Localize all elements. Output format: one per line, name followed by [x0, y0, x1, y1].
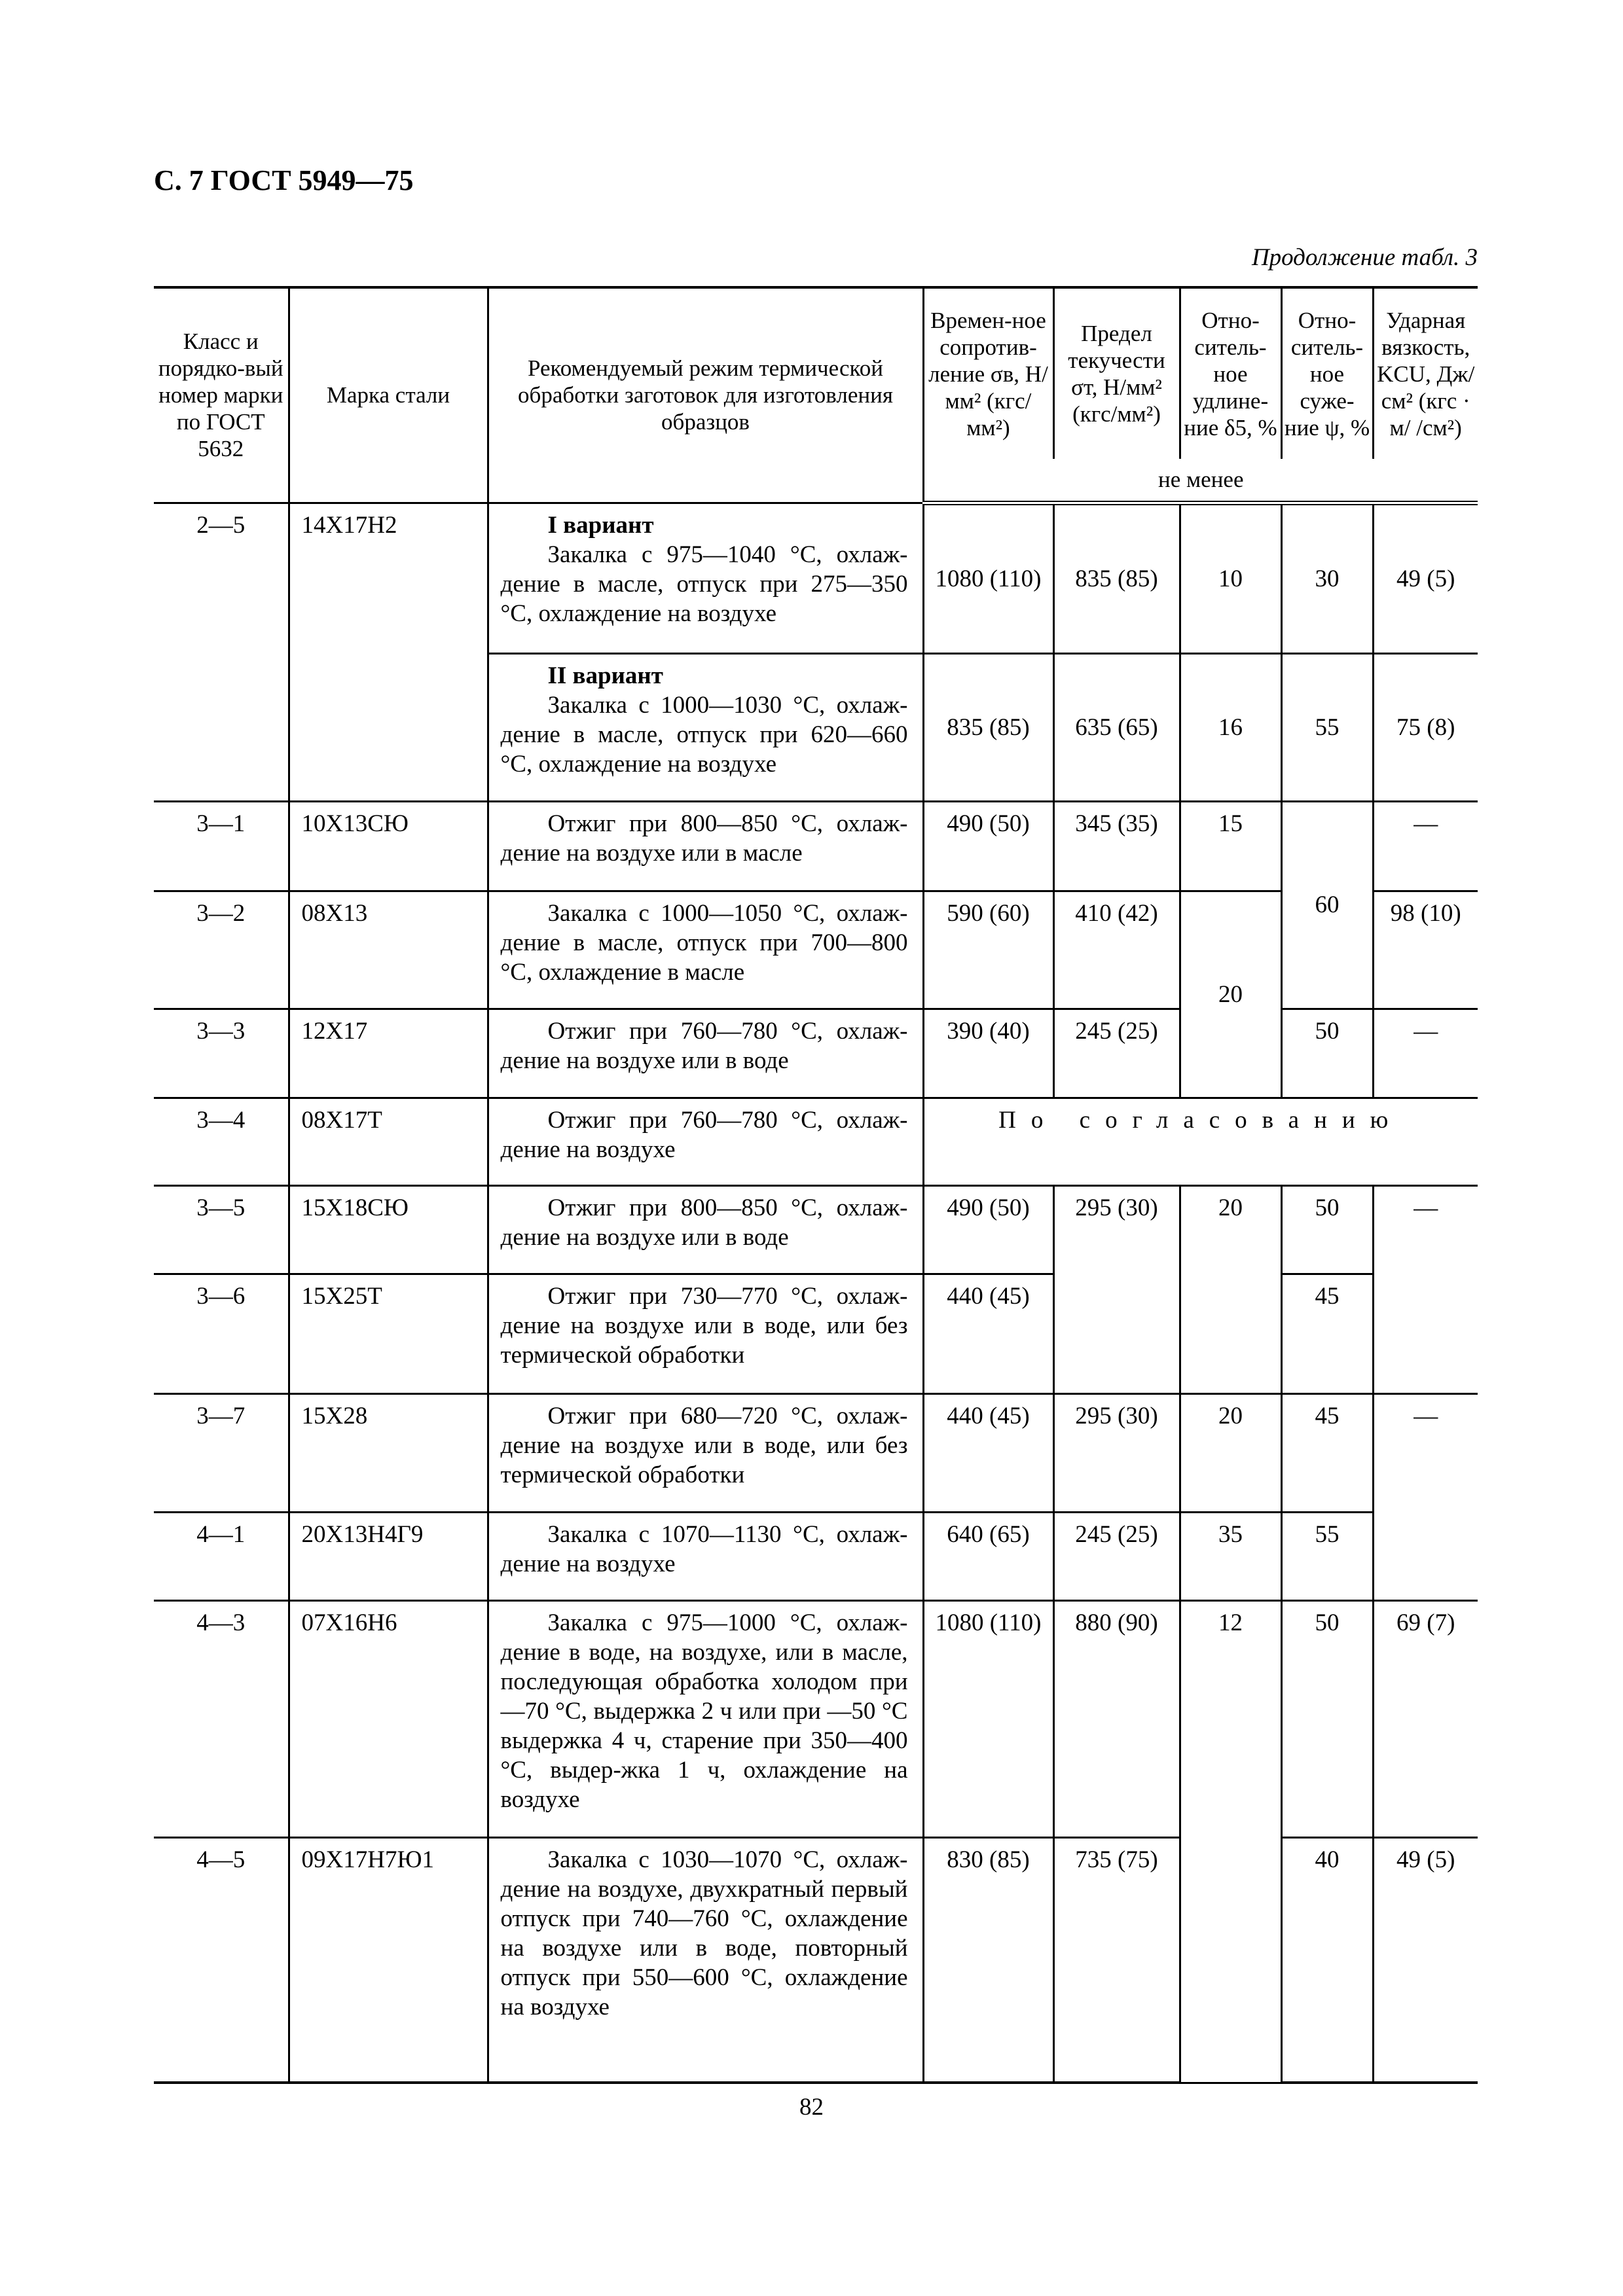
row-3-5-3-6-yield: 295 (30) — [1053, 1185, 1180, 1393]
variant-2-title: II вариант — [547, 662, 663, 689]
row-3-1-3-2-narrow: 60 — [1281, 801, 1373, 1009]
row-4-1-treatment — [488, 1512, 923, 1600]
row-3-4-by-agreement: По согласованию — [923, 1098, 1478, 1185]
header-class: Класс и порядко-вый номер марки по ГОСТ 5632 — [154, 287, 289, 503]
row-2-5-v1-yield: 835 (85) — [1053, 503, 1180, 653]
row-3-2-grade: 08Х13 — [289, 891, 488, 1009]
page-header: С. 7 ГОСТ 5949—75 — [154, 164, 414, 196]
row-4-3-treatment — [488, 1600, 923, 1837]
row-3-5-3-6-elong: 20 — [1180, 1185, 1281, 1393]
table-continuation-label: Продолжение табл. 3 — [1251, 244, 1478, 271]
row-3-3-strength: 390 (40) — [923, 1009, 1053, 1098]
row-4-5-class: 4—5 — [154, 1837, 289, 2083]
row-2-5-v2-elong: 16 — [1180, 653, 1281, 801]
row-2-5-v2-treatment — [488, 653, 923, 801]
header-elongation: Отно-ситель-ное удлине-ние δ5, % — [1180, 287, 1281, 459]
row-3-7-elong: 20 — [1180, 1393, 1281, 1512]
row-3-4-grade: 08Х17Т — [289, 1098, 488, 1185]
header-yield-strength: Предел текучести σт, Н/мм² (кгс/мм²) — [1053, 287, 1180, 459]
row-3-1-class: 3—1 — [154, 801, 289, 891]
row-3-2-treatment-text: Закалка с 1000—1050 °С, охлаж-дение в масле, отпуск при 700—800 °С, охлаждение в масле — [500, 899, 908, 986]
row-3-3-narrow: 50 — [1281, 1009, 1373, 1098]
row-3-3-treatment — [488, 1009, 923, 1098]
row-4-3-yield: 880 (90) — [1053, 1600, 1180, 1837]
row-3-1-yield: 345 (35) — [1053, 801, 1180, 891]
row-2-5-v1-strength: 1080 (110) — [923, 503, 1053, 653]
row-3-7-4-1-impact: — — [1373, 1393, 1478, 1600]
header-impact: Ударная вязкость, KCU, Дж/см² (кгс · м/ /см²) — [1373, 287, 1478, 459]
row-3-7-grade: 15Х28 — [289, 1393, 488, 1512]
row-4-1-yield: 245 (25) — [1053, 1512, 1180, 1600]
row-2-5-v1-impact: 49 (5) — [1373, 503, 1478, 653]
row-3-6-class: 3—6 — [154, 1274, 289, 1393]
row-3-4-treatment-text: Отжиг при 760—780 °С, охлаж-дение на воздухе — [500, 1106, 908, 1163]
row-4-3-narrow: 50 — [1281, 1600, 1373, 1837]
row-4-3-strength: 1080 (110) — [923, 1600, 1053, 1837]
header-treatment: Рекомендуемый режим термической обработки заготовок для изготовления образцов — [488, 287, 923, 503]
row-2-5-grade: 14Х17Н2 — [289, 503, 488, 801]
row-3-3-yield: 245 (25) — [1053, 1009, 1180, 1098]
row-3-6-strength: 440 (45) — [923, 1274, 1053, 1393]
row-3-6-grade: 15Х25Т — [289, 1274, 488, 1393]
row-3-3-grade: 12Х17 — [289, 1009, 488, 1098]
row-2-5-v1-narrow: 30 — [1281, 503, 1373, 653]
header-tensile-strength: Времен-ное сопротив-ление σв, Н/мм² (кгс/мм²) — [923, 287, 1053, 459]
row-4-1-elong: 35 — [1180, 1512, 1281, 1600]
row-3-2-yield: 410 (42) — [1053, 891, 1180, 1009]
row-3-2-3-3-elong: 20 — [1180, 891, 1281, 1098]
row-4-5-impact: 49 (5) — [1373, 1837, 1478, 2083]
row-3-6-treatment-text: Отжиг при 730—770 °С, охлаж-дение на воздухе или в воде, или без термической обработки — [500, 1282, 908, 1369]
row-3-6-narrow: 45 — [1281, 1274, 1373, 1393]
row-2-5-v1-treatment — [488, 503, 923, 653]
row-3-3-treatment-text: Отжиг при 760—780 °С, охлаж-дение на воздухе или в воде — [500, 1017, 908, 1074]
row-2-5-v1-elong: 10 — [1180, 503, 1281, 653]
row-3-5-narrow: 50 — [1281, 1185, 1373, 1274]
row-3-2-impact: 98 (10) — [1373, 891, 1478, 1009]
row-3-7-treatment-text: Отжиг при 680—720 °С, охлаж-дение на воздухе или в воде, или без термической обработки — [500, 1402, 908, 1488]
row-3-5-treatment-text: Отжиг при 800—850 °С, охлаж-дение на воздухе или в воде — [500, 1194, 908, 1251]
row-4-5-yield: 735 (75) — [1053, 1837, 1180, 2083]
row-4-5-treatment — [488, 1837, 923, 2083]
row-3-7-yield: 295 (30) — [1053, 1393, 1180, 1512]
row-3-6-treatment — [488, 1274, 923, 1393]
row-3-5-class: 3—5 — [154, 1185, 289, 1274]
row-4-5-strength: 830 (85) — [923, 1837, 1053, 2083]
page-number: 82 — [799, 2094, 824, 2121]
row-3-7-treatment — [488, 1393, 923, 1512]
row-2-5-v2-impact: 75 (8) — [1373, 653, 1478, 801]
row-3-1-elong: 15 — [1180, 801, 1281, 891]
row-4-5-grade: 09Х17Н7Ю1 — [289, 1837, 488, 2083]
row-3-5-3-6-impact: — — [1373, 1185, 1478, 1393]
row-3-1-treatment — [488, 801, 923, 891]
row-3-2-treatment — [488, 891, 923, 1009]
row-3-7-narrow: 45 — [1281, 1393, 1373, 1512]
variant-2-text: Закалка с 1000—1030 °С, охлаж-дение в масле, отпуск при 620—660 °С, охлаждение на воздухе — [500, 691, 908, 778]
row-4-1-strength: 640 (65) — [923, 1512, 1053, 1600]
variant-1-title: I вариант — [547, 511, 654, 539]
row-3-2-class: 3—2 — [154, 891, 289, 1009]
row-4-1-narrow: 55 — [1281, 1512, 1373, 1600]
row-2-5-v2-yield: 635 (65) — [1053, 653, 1180, 801]
row-4-1-treatment-text: Закалка с 1070—1130 °С, охлаж-дение на воздухе — [500, 1520, 908, 1577]
row-4-5-narrow: 40 — [1281, 1837, 1373, 2083]
row-3-5-strength: 490 (50) — [923, 1185, 1053, 1274]
row-4-1-class: 4—1 — [154, 1512, 289, 1600]
row-3-1-impact: — — [1373, 801, 1478, 891]
row-3-1-treatment-text: Отжиг при 800—850 °С, охлаж-дение на воздухе или в масле — [500, 810, 908, 867]
row-3-1-strength: 490 (50) — [923, 801, 1053, 891]
row-3-5-grade: 15Х18СЮ — [289, 1185, 488, 1274]
variant-1-text: Закалка с 975—1040 °С, охлаж-дение в масле, отпуск при 275—350 °С, охлаждение на воздухе — [500, 541, 908, 627]
row-4-1-grade: 20Х13Н4Г9 — [289, 1512, 488, 1600]
row-4-3-impact: 69 (7) — [1373, 1600, 1478, 1837]
row-3-7-class: 3—7 — [154, 1393, 289, 1512]
row-3-4-class: 3—4 — [154, 1098, 289, 1185]
row-3-4-treatment — [488, 1098, 923, 1185]
row-4-3-grade: 07Х16Н6 — [289, 1600, 488, 1837]
steel-properties-table — [154, 286, 1478, 2084]
row-3-2-strength: 590 (60) — [923, 891, 1053, 1009]
row-4-3-treatment-text: Закалка с 975—1000 °С, охлаж-дение в воде, на воздухе, или в масле, последующая обработка холодом при —70 °С, выдержка 2 ч или при —50 °С выдержка 4 ч, старение при 350—400 °С, выдер-жка 1 ч, охлаждение на воздухе — [500, 1609, 908, 1813]
row-3-1-grade: 10Х13СЮ — [289, 801, 488, 891]
row-4-3-class: 4—3 — [154, 1600, 289, 1837]
row-3-3-class: 3—3 — [154, 1009, 289, 1098]
row-3-5-treatment — [488, 1185, 923, 1274]
row-2-5-v2-strength: 835 (85) — [923, 653, 1053, 801]
header-narrowing: Отно-ситель-ное суже-ние ψ, % — [1281, 287, 1373, 459]
row-4-3-4-5-elong: 12 — [1180, 1600, 1281, 2083]
row-3-3-impact: — — [1373, 1009, 1478, 1098]
row-4-5-treatment-text: Закалка с 1030—1070 °С, охлаж-дение на воздухе, двухкратный первый отпуск при 740—760 °С, охлаждение на воздухе или в воде, повторный отпуск при 550—600 °С, охлаждение на воздухе — [500, 1846, 908, 2020]
row-2-5-class: 2—5 — [154, 503, 289, 801]
row-2-5-v2-narrow: 55 — [1281, 653, 1373, 801]
row-3-7-strength: 440 (45) — [923, 1393, 1053, 1512]
header-grade: Марка стали — [289, 287, 488, 503]
header-not-less: не менее — [923, 459, 1478, 503]
